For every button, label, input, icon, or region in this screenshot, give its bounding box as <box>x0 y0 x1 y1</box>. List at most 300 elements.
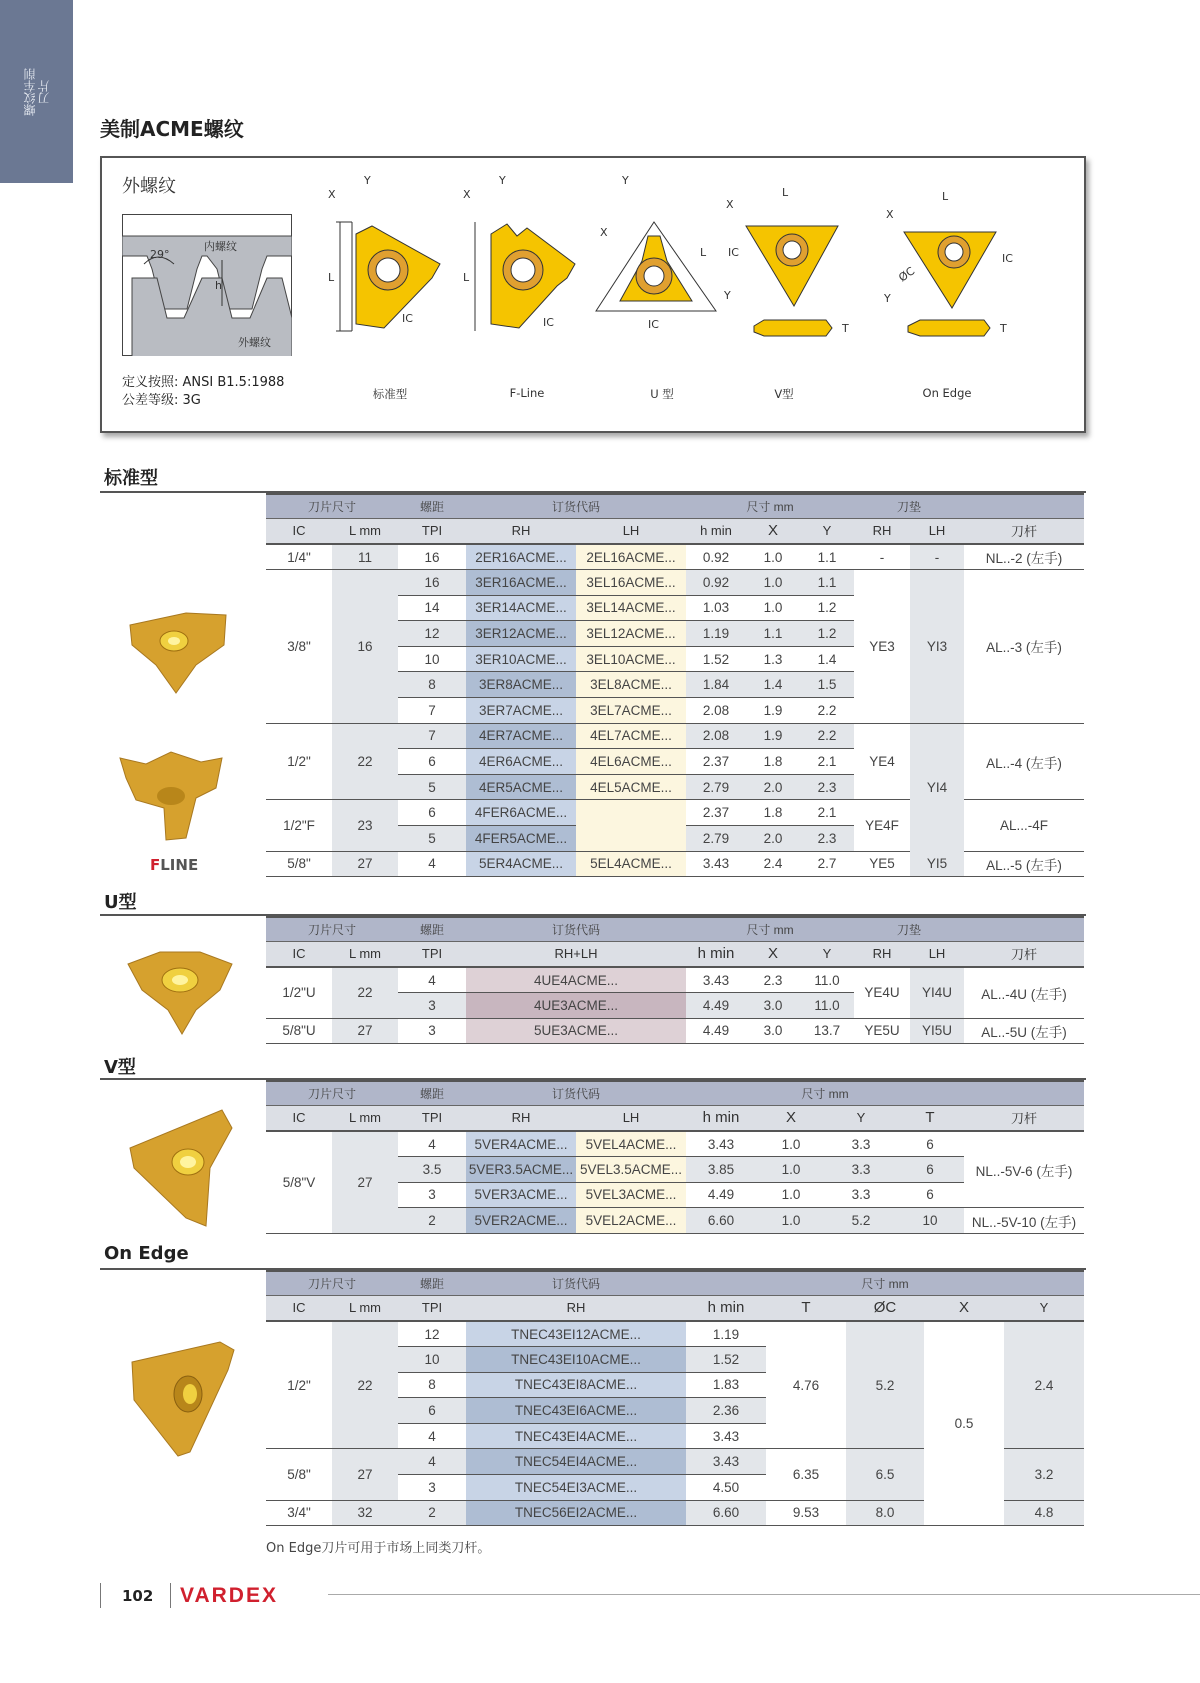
standard-note <box>122 374 284 410</box>
table-cell: 6 <box>398 1398 466 1424</box>
column-header: ØC <box>846 1295 924 1321</box>
table-cell: 6 <box>896 1157 964 1183</box>
column-header: 尺寸 mm <box>686 917 854 941</box>
table-cell: YE4U <box>854 967 910 1018</box>
table-cell: 3ER12ACME... <box>466 621 576 647</box>
column-header: h min <box>686 941 746 967</box>
onedge-insert-photo <box>130 1340 238 1460</box>
table-cell: 22 <box>332 1321 398 1449</box>
side-tab-line2: 刀片 <box>36 79 51 104</box>
table-cell: 1.5 <box>800 672 854 698</box>
column-header: 刀垫 <box>854 494 964 518</box>
caption-standard: 标准型 <box>372 387 408 401</box>
table-cell: 5VEL2ACME... <box>576 1208 686 1234</box>
table-cell: 3.3 <box>826 1182 896 1208</box>
table-cell: 27 <box>332 1018 398 1044</box>
table-cell: 3.43 <box>686 1423 766 1449</box>
table-cell: 2.37 <box>686 800 746 826</box>
v-spec-table <box>266 1080 1084 1234</box>
table-cell: 1.52 <box>686 1347 766 1373</box>
svg-text:IC: IC <box>728 246 739 259</box>
svg-text:Y: Y <box>622 174 629 187</box>
table-cell: 6 <box>896 1182 964 1208</box>
table-cell: 4.49 <box>686 993 746 1019</box>
column-header: 尺寸 mm <box>686 1271 1084 1295</box>
diagram-heading: 外螺纹 <box>122 176 176 197</box>
caption-onedge: On Edge <box>922 386 972 400</box>
table-cell: AL..-4 (左手) <box>964 723 1084 800</box>
table-cell <box>576 800 686 826</box>
table-cell: 9.53 <box>766 1500 846 1526</box>
table-cell: 6.60 <box>686 1208 756 1234</box>
table-cell: 27 <box>332 1131 398 1233</box>
table-cell: AL..-5 (左手) <box>986 857 1062 873</box>
table-row <box>266 1321 1084 1347</box>
table-row <box>266 967 1084 993</box>
table-cell: 11.0 <box>800 993 854 1019</box>
table-cell: 2ER16ACME... <box>466 544 576 570</box>
column-header: 刀杆 <box>964 518 1084 544</box>
vardex-logo <box>180 1582 320 1608</box>
table-cell: YI4U <box>910 967 964 1018</box>
table-cell: TNEC43EI10ACME... <box>466 1347 686 1373</box>
table-cell: 5 <box>398 774 466 800</box>
table-cell: 32 <box>332 1500 398 1526</box>
table-cell: 3EL14ACME... <box>576 595 686 621</box>
table-cell: 11.0 <box>800 967 854 993</box>
table-cell: 5/8" <box>287 856 311 872</box>
table-cell: 3.43 <box>686 1449 766 1475</box>
table-cell: 1.4 <box>800 646 854 672</box>
column-header: LH <box>576 518 686 544</box>
column-header: Y <box>800 518 854 544</box>
table-cell: 5.2 <box>846 1321 924 1449</box>
column-header: 订货代码 <box>466 917 686 941</box>
standard-insert-photo <box>126 605 232 695</box>
column-header: 刀垫 <box>854 917 964 941</box>
column-header: 刀片尺寸 <box>266 1081 398 1105</box>
outer-thread-label: 外螺纹 <box>238 336 271 349</box>
table-cell: 8.0 <box>846 1500 924 1526</box>
table-cell: 5VER3.5ACME... <box>466 1157 576 1183</box>
table-cell: 1.8 <box>746 800 800 826</box>
table-cell: 6.35 <box>766 1449 846 1500</box>
table-cell: YI5U <box>910 1018 964 1044</box>
svg-text:Y: Y <box>884 292 891 305</box>
column-header: 螺距 <box>398 1081 466 1105</box>
table-cell: TNEC54EI3ACME... <box>466 1475 686 1501</box>
column-header-row <box>266 518 1084 544</box>
table-cell: 10 <box>398 646 466 672</box>
table-cell: 2.08 <box>686 698 746 724</box>
table-cell: 1.19 <box>686 1321 766 1347</box>
standard-spec-table <box>266 493 1084 877</box>
table-cell: 27 <box>332 851 398 877</box>
table-cell: 5/8"V <box>266 1131 332 1233</box>
table-cell: 3.85 <box>686 1157 756 1183</box>
column-header: LH <box>910 518 964 544</box>
table-cell: 5/8" <box>266 1449 332 1500</box>
column-header: L mm <box>332 1105 398 1131</box>
table-cell: 1.0 <box>756 1208 826 1234</box>
svg-text:L: L <box>942 190 949 203</box>
table-cell: 4ER5ACME... <box>466 774 576 800</box>
table-cell: 4ER7ACME... <box>466 723 576 749</box>
section-title-u: U型 <box>104 892 137 913</box>
thread-profile-illustration <box>122 214 292 356</box>
u-insert-drawing <box>592 166 722 336</box>
column-header: 刀杆 <box>964 1105 1084 1131</box>
table-cell: 5VEL3.5ACME... <box>576 1157 686 1183</box>
table-cell: TNEC43EI6ACME... <box>466 1398 686 1424</box>
side-category-tab <box>0 0 73 183</box>
column-header: RH <box>466 1295 686 1321</box>
table-cell: 4ER6ACME... <box>466 749 576 775</box>
footer-divider <box>170 1583 171 1608</box>
svg-text:X: X <box>600 226 608 239</box>
table-cell: 2.37 <box>686 749 746 775</box>
page-number: 102 <box>122 1587 154 1605</box>
table-cell: 1/4" <box>287 549 311 565</box>
table-cell: 3ER10ACME... <box>466 646 576 672</box>
table-cell: 5VER2ACME... <box>466 1208 576 1234</box>
table-cell: 1.3 <box>746 646 800 672</box>
column-header: RH <box>466 1105 576 1131</box>
table-cell: YE5U <box>864 1023 900 1039</box>
table-cell: - <box>879 549 885 565</box>
table-cell: 27 <box>332 1449 398 1500</box>
table-cell: TNEC43EI8ACME... <box>466 1372 686 1398</box>
column-header: X <box>924 1295 1004 1321</box>
table-cell: 2.1 <box>800 800 854 826</box>
svg-text:L: L <box>782 186 789 199</box>
table-cell: 3.5 <box>398 1157 466 1183</box>
table-cell: 2.79 <box>686 774 746 800</box>
table-cell: 3EL10ACME... <box>576 646 686 672</box>
table-cell: 4FER6ACME... <box>466 800 576 826</box>
table-cell: 6 <box>896 1131 964 1157</box>
table-cell: 1/2" <box>266 1321 332 1449</box>
table-cell: 16 <box>398 570 466 596</box>
table-cell: 2.08 <box>686 723 746 749</box>
column-header: T <box>766 1295 846 1321</box>
column-header: TPI <box>398 941 466 967</box>
table-cell: 1.1 <box>746 621 800 647</box>
table-cell: 2.0 <box>746 774 800 800</box>
table-cell: NL..-5V-6 (左手) <box>964 1131 1084 1208</box>
table-cell: 4 <box>428 856 436 872</box>
svg-text:L: L <box>463 271 470 284</box>
table-cell: 0.5 <box>924 1321 1004 1526</box>
table-cell: 1.83 <box>686 1372 766 1398</box>
svg-text:Y: Y <box>724 289 731 302</box>
table-cell: 6 <box>398 749 466 775</box>
page-title: 美制ACME螺纹 <box>100 117 244 141</box>
caption-fline: F-Line <box>509 386 545 400</box>
table-cell: 1.52 <box>686 646 746 672</box>
table-cell: 5UE3ACME... <box>466 1018 686 1044</box>
table-cell: 3.3 <box>826 1157 896 1183</box>
column-header: X <box>746 518 800 544</box>
column-header: IC <box>266 518 332 544</box>
table-cell: 6.60 <box>686 1500 766 1526</box>
table-cell: 3 <box>428 1023 436 1039</box>
column-header: TPI <box>398 518 466 544</box>
column-header: T <box>896 1105 964 1131</box>
column-header: 刀杆 <box>964 941 1084 967</box>
table-cell: 3.43 <box>686 967 746 993</box>
column-header <box>964 1081 1084 1105</box>
table-cell: 2 <box>398 1208 466 1234</box>
table-cell: 3.0 <box>763 1023 783 1039</box>
table-cell: 1.9 <box>746 698 800 724</box>
column-header: LH <box>910 941 964 967</box>
v-insert-drawing <box>714 166 854 346</box>
table-cell: 23 <box>332 800 398 851</box>
column-header: 刀片尺寸 <box>266 1271 398 1295</box>
table-row <box>266 1081 1084 1105</box>
table-cell: TNEC43EI12ACME... <box>466 1321 686 1347</box>
column-header: 订货代码 <box>466 1271 686 1295</box>
depth-label: h <box>215 279 222 292</box>
table-cell: YE4 <box>854 723 910 800</box>
svg-text:L: L <box>328 271 335 284</box>
table-cell: 8 <box>398 672 466 698</box>
table-cell: 3.0 <box>746 993 800 1019</box>
table-cell: 12 <box>398 621 466 647</box>
table-cell: 10 <box>398 1347 466 1373</box>
standard-definition: 定义按照: ANSI B1.5:1988 <box>122 375 285 390</box>
section-title-v: V型 <box>104 1057 136 1078</box>
table-cell: 8 <box>398 1372 466 1398</box>
column-header <box>964 917 1084 941</box>
table-cell: 3.2 <box>1004 1449 1084 1500</box>
column-header: RH <box>466 518 576 544</box>
fline-insert-photo <box>116 748 226 843</box>
table-cell: 3 <box>398 993 466 1019</box>
table-cell: 1.0 <box>756 1182 826 1208</box>
column-header: 螺距 <box>398 917 466 941</box>
onedge-footnote: On Edge刀片可用于市场上同类刀杆。 <box>266 1541 491 1556</box>
column-header: LH <box>576 1105 686 1131</box>
table-cell: 5/8"U <box>282 1023 316 1039</box>
table-cell: NL..-5V-10 (左手) <box>964 1208 1084 1234</box>
table-cell: 5VER4ACME... <box>466 1131 576 1157</box>
tolerance-class: 公差等级: 3G <box>122 393 201 408</box>
table-cell: 4.49 <box>686 1182 756 1208</box>
table-cell: 4.49 <box>702 1023 730 1039</box>
svg-text:VARDEX: VARDEX <box>180 1584 278 1607</box>
table-cell: 22 <box>332 723 398 800</box>
caption-u: U 型 <box>650 387 674 401</box>
table-cell: 4 <box>398 1131 466 1157</box>
table-cell: 1.2 <box>800 595 854 621</box>
column-header: 尺寸 mm <box>686 494 854 518</box>
table-cell: 4.50 <box>686 1475 766 1501</box>
table-cell: 2.7 <box>817 856 837 872</box>
table-cell: YE3 <box>854 570 910 724</box>
table-cell: 1.2 <box>800 621 854 647</box>
side-tab-label <box>23 68 51 116</box>
column-header: Y <box>1004 1295 1084 1321</box>
fline-insert-drawing <box>457 166 587 336</box>
column-header: Y <box>826 1105 896 1131</box>
svg-text:X: X <box>726 198 734 211</box>
table-cell: YI4 <box>910 723 964 851</box>
table-cell: 1.19 <box>686 621 746 647</box>
table-cell: 5.2 <box>826 1208 896 1234</box>
group-header-row <box>266 494 1084 518</box>
column-header: IC <box>266 941 332 967</box>
table-cell: 3 <box>398 1475 466 1501</box>
u-insert-photo <box>126 950 234 1035</box>
table-row <box>266 544 1084 570</box>
table-cell: 2.1 <box>800 749 854 775</box>
table-cell: 22 <box>332 967 398 1018</box>
column-header: 订货代码 <box>466 1081 686 1105</box>
table-cell: 1.0 <box>756 1157 826 1183</box>
table-cell: 4EL6ACME... <box>576 749 686 775</box>
svg-text:T: T <box>1000 322 1007 335</box>
onedge-insert-drawing <box>872 166 1022 346</box>
table-row <box>266 1131 1084 1157</box>
column-header: h min <box>686 1105 756 1131</box>
side-tab-line1: 螺纹车削 <box>22 67 37 116</box>
table-cell: 0.92 <box>686 570 746 596</box>
table-cell: 3EL7ACME... <box>576 698 686 724</box>
table-cell: 14 <box>398 595 466 621</box>
table-cell: 2.36 <box>686 1398 766 1424</box>
table-cell: 3ER8ACME... <box>466 672 576 698</box>
table-cell: 2.79 <box>686 826 746 852</box>
u-spec-table <box>266 916 1084 1044</box>
table-cell: 4UE4ACME... <box>466 967 686 993</box>
table-cell: 5ER4ACME... <box>466 851 576 877</box>
table-cell: 2.3 <box>800 826 854 852</box>
thread-diagram-box <box>100 156 1086 433</box>
table-cell: 1.1 <box>817 549 837 565</box>
table-cell: YI5 <box>910 851 964 877</box>
column-header: 尺寸 mm <box>686 1081 964 1105</box>
table-cell: 1.9 <box>746 723 800 749</box>
caption-v: V型 <box>774 387 794 401</box>
table-cell: 6.5 <box>846 1449 924 1500</box>
table-cell: 7 <box>398 723 466 749</box>
table-cell: 3EL16ACME... <box>576 570 686 596</box>
svg-text:X: X <box>328 188 336 201</box>
table-cell: 2.2 <box>800 698 854 724</box>
table-cell: YE4F <box>854 800 910 851</box>
table-cell: AL...-4F <box>964 800 1084 851</box>
table-cell: 2 <box>398 1500 466 1526</box>
svg-text:ØC: ØC <box>896 264 918 285</box>
column-header: IC <box>266 1295 332 1321</box>
column-header <box>964 494 1084 518</box>
table-row <box>266 851 1084 877</box>
footer-rule <box>328 1594 1200 1595</box>
inner-thread-label: 内螺纹 <box>204 240 237 253</box>
table-cell: 2.3 <box>746 967 800 993</box>
table-cell: 11 <box>332 544 398 570</box>
table-cell: 3EL8ACME... <box>576 672 686 698</box>
table-row <box>266 1271 1084 1295</box>
table-cell: 1/2"F <box>266 800 332 851</box>
table-cell: 4 <box>398 1423 466 1449</box>
table-cell: 1/2"U <box>266 967 332 1018</box>
table-cell: 1.0 <box>746 570 800 596</box>
table-row <box>266 941 1084 967</box>
table-cell: 13.7 <box>813 1023 841 1039</box>
svg-text:IC: IC <box>402 312 413 325</box>
svg-text:X: X <box>886 208 894 221</box>
table-cell: 7 <box>398 698 466 724</box>
table-cell: - <box>910 544 964 570</box>
table-cell: 6 <box>398 800 466 826</box>
table-cell: 3ER14ACME... <box>466 595 576 621</box>
table-cell: 3EL12ACME... <box>576 621 686 647</box>
table-cell: 12 <box>398 1321 466 1347</box>
table-cell: 3/4" <box>266 1500 332 1526</box>
table-cell: 2.4 <box>763 856 783 872</box>
table-cell: 3.43 <box>686 1131 756 1157</box>
column-header: RH+LH <box>466 941 686 967</box>
onedge-spec-table <box>266 1270 1084 1526</box>
table-cell: 4UE3ACME... <box>466 993 686 1019</box>
table-row <box>266 1105 1084 1131</box>
table-cell: 3.43 <box>702 856 730 872</box>
table-cell: 1.4 <box>746 672 800 698</box>
column-header: RH <box>854 518 910 544</box>
section-title-standard: 标准型 <box>104 468 158 489</box>
table-cell: 3/8" <box>266 570 332 724</box>
table-cell: 4.8 <box>1004 1500 1084 1526</box>
column-header: IC <box>266 1105 332 1131</box>
column-header: 螺距 <box>398 494 466 518</box>
table-row <box>266 723 1084 749</box>
table-cell: 0.92 <box>702 549 730 565</box>
table-cell: AL..-4U (左手) <box>964 967 1084 1018</box>
svg-text:L: L <box>700 246 707 259</box>
table-row <box>266 570 1084 596</box>
column-header: h min <box>686 1295 766 1321</box>
column-header: TPI <box>398 1105 466 1131</box>
table-cell: YE5 <box>869 856 895 872</box>
table-cell: 4 <box>398 1449 466 1475</box>
table-cell: 1/2" <box>266 723 332 800</box>
table-cell: 10 <box>896 1208 964 1234</box>
table-cell: 1.03 <box>686 595 746 621</box>
v-insert-photo <box>126 1108 234 1228</box>
column-header: Y <box>800 941 854 967</box>
svg-text:IC: IC <box>648 318 659 331</box>
column-header: TPI <box>398 1295 466 1321</box>
table-cell: 5EL4ACME... <box>576 851 686 877</box>
svg-text:IC: IC <box>543 316 554 329</box>
table-cell: TNEC43EI4ACME... <box>466 1423 686 1449</box>
table-cell: 1.0 <box>746 595 800 621</box>
column-header: L mm <box>332 1295 398 1321</box>
table-cell: 1.0 <box>756 1131 826 1157</box>
table-cell: 1.1 <box>800 570 854 596</box>
column-header: L mm <box>332 941 398 967</box>
column-header: 刀片尺寸 <box>266 917 398 941</box>
column-header: h min <box>686 518 746 544</box>
table-cell: 4FER5ACME... <box>466 826 576 852</box>
column-header: L mm <box>332 518 398 544</box>
table-cell: 5VER3ACME... <box>466 1182 576 1208</box>
table-cell: 3ER7ACME... <box>466 698 576 724</box>
table-cell: 2.2 <box>800 723 854 749</box>
